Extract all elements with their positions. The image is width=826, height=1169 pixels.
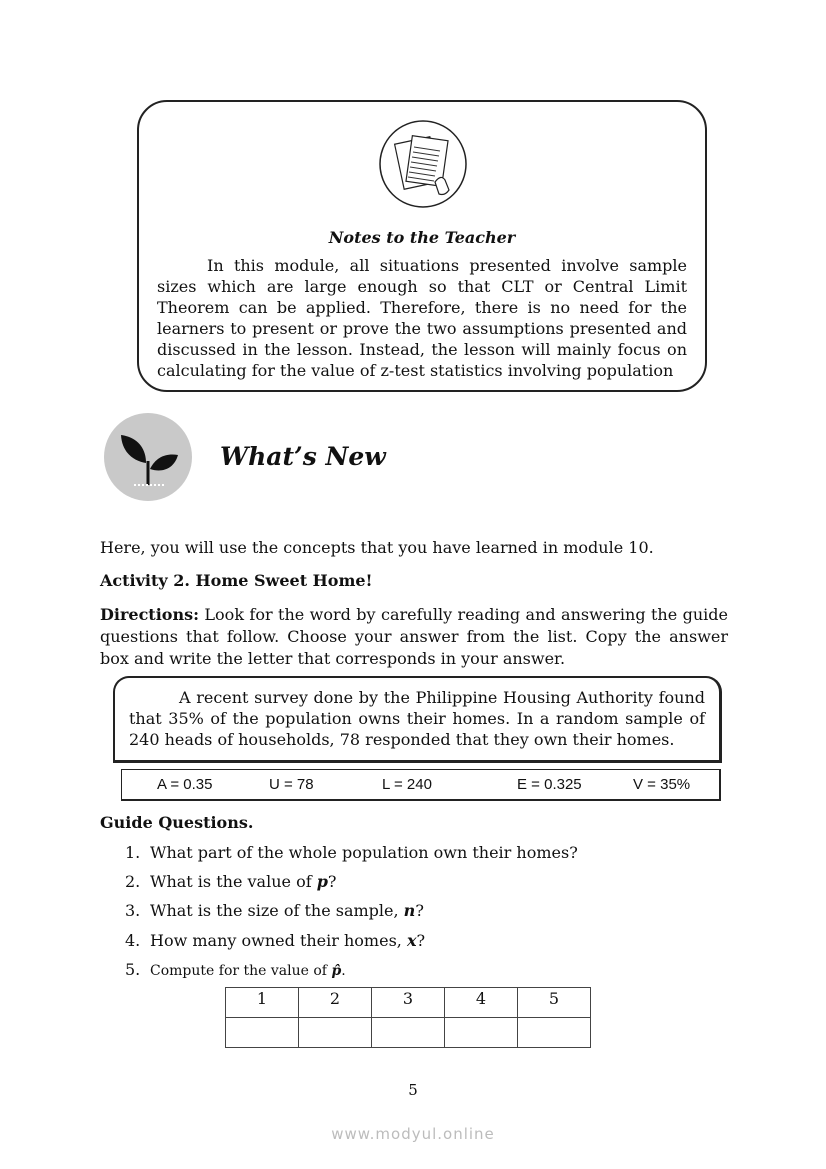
teacher-notes-box	[137, 100, 707, 392]
question-3: 3. What is the size of the sample, n?	[125, 901, 424, 920]
question-5: 5. Compute for the value of p̂.	[125, 960, 346, 979]
question-2: 2. What is the value of p?	[125, 872, 337, 891]
answer-cell-4	[445, 1018, 518, 1048]
answer-cell-1	[226, 1018, 299, 1048]
choice-l: L = 240	[382, 776, 432, 793]
directions	[100, 604, 728, 670]
answer-header-3: 3	[372, 988, 445, 1018]
answer-cell-5	[518, 1018, 591, 1048]
documents-icon	[379, 120, 467, 208]
plant-icon-circle	[104, 413, 192, 501]
survey-text: A recent survey done by the Philippine Housing Authority found that 35% of the population owns their homes. In a random sample of 240 heads of households, 78 responded that they own their homes.	[129, 688, 705, 749]
answer-cell-2	[299, 1018, 372, 1048]
intro-text: Here, you will use the concepts that you have learned in module 10.	[100, 538, 654, 557]
section-title: What’s New	[220, 442, 386, 471]
answer-choices	[121, 769, 721, 801]
watermark: www.modyul.online	[331, 1125, 495, 1143]
answer-header-2: 2	[299, 988, 372, 1018]
page-number: 5	[408, 1081, 418, 1099]
plant-icon	[104, 413, 192, 501]
answer-header-4: 4	[445, 988, 518, 1018]
question-1: 1. What part of the whole population own their homes?	[125, 843, 578, 862]
directions-label: Directions:	[100, 605, 199, 624]
guide-title: Guide Questions.	[100, 813, 254, 832]
answer-cell-3	[372, 1018, 445, 1048]
choice-u: U = 78	[269, 776, 314, 793]
notes-title: Notes to the Teacher	[328, 228, 516, 247]
choice-e: E = 0.325	[517, 776, 582, 793]
answer-header-1: 1	[226, 988, 299, 1018]
question-4: 4. How many owned their homes, x?	[125, 931, 426, 950]
choice-v: V = 35%	[633, 776, 691, 793]
choice-a: A = 0.35	[157, 776, 213, 793]
answer-header-5: 5	[518, 988, 591, 1018]
answer-table-header-row	[226, 988, 591, 1018]
survey-box	[113, 676, 722, 763]
answer-table-blank-row	[226, 1018, 591, 1048]
notes-body: In this module, all situations presented involve sample sizes which are large enough so that CLT or Central Limit Theorem can be applied. Therefore, there is no need for the learners to present or prove the two assumptions presented and discussed in the lesson. Instead, the lesson will mainly focus on calculating for the value of z-test statistics involving population	[157, 256, 687, 380]
directions-text: Look for the word by carefully reading and answering the guide questions that follow. Choose your answer from the list. Copy the answer box and write the letter that corresponds in your answer.	[100, 605, 728, 668]
answer-table	[225, 987, 591, 1048]
activity-title: Activity 2. Home Sweet Home!	[100, 571, 373, 590]
